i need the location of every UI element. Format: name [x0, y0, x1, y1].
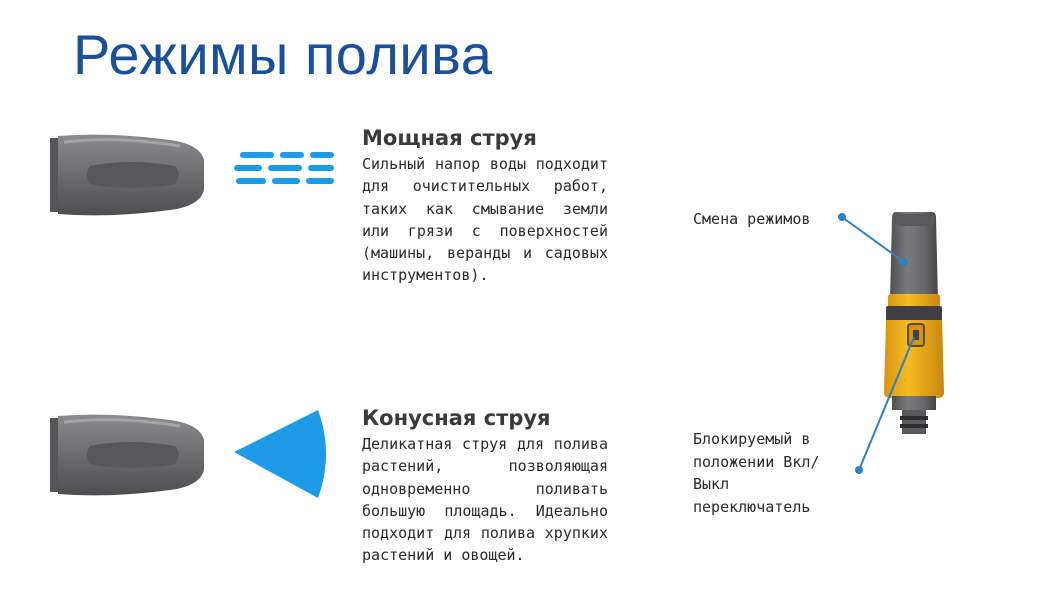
callout-label-mode-change: Смена режимов — [693, 210, 811, 228]
callout-dot-lock-switch — [855, 466, 863, 474]
callout-dot-mode-change-end — [900, 258, 908, 266]
callout-dot-mode-change — [838, 213, 846, 221]
callout-line-mode-change — [842, 217, 904, 262]
page-title: Режимы полива — [73, 23, 493, 86]
mode-description-jet: Сильный напор воды подходит для очистительных работ, таких как смывание земли или грязи с поверхностей (машины, веранды и садовых инструментов). — [362, 155, 608, 285]
callout-label-lock-switch: Блокируемый в положении Вкл/Выкл переключатель — [693, 430, 820, 516]
mode-heading-cone: Конусная струя — [362, 406, 551, 430]
callout-line-lock-switch — [859, 337, 914, 470]
mode-description-cone: Деликатная струя для полива растений, позволяющая одновременно поливать большую площадь. Идеально подходит для полива хрупких растений и овощей. — [362, 435, 608, 565]
mode-heading-jet: Мощная струя — [362, 126, 537, 150]
